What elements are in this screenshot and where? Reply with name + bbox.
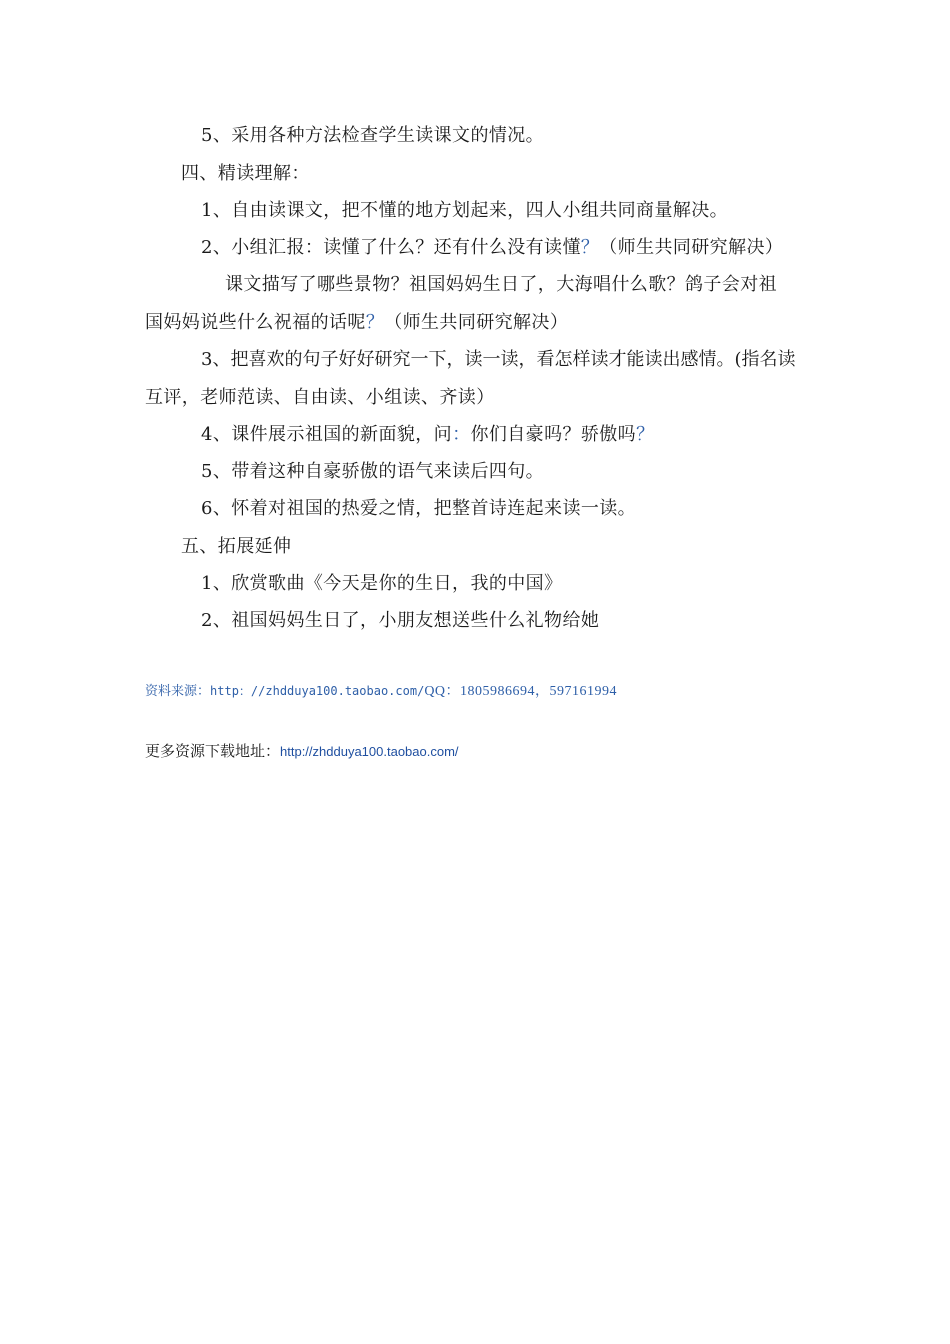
question-paragraph-line-1 [225,273,777,297]
more-resources-label: 更多资源下载地址： [145,742,281,760]
step-2-group-report [201,236,783,260]
question-mark: ？ [580,237,600,258]
question-paragraph-text-2: 国妈妈说些什么祝福的话呢 [145,312,366,333]
question-paragraph-line-2 [145,311,568,335]
step-3-continued-text: 互评，老师范读、自由读、小组读、齐读） [145,387,495,408]
step-6-read-whole-poem [201,497,636,521]
step-5-check-reading [201,124,544,148]
extension-item-2 [201,609,599,633]
step-1-text: 1、自由读课文，把不懂的地方划起来，四人小组共同商量解决。 [201,200,729,221]
step-2-text: 2、小组汇报：读懂了什么？还有什么没有读懂 [201,237,581,258]
source-link[interactable]: http：//zhdduya100.taobao.com/ [210,684,425,698]
extension-item-1 [201,572,562,596]
step-4-courseware [201,423,654,447]
extension-item-2-text: 2、祖国妈妈生日了，小朋友想送些什么礼物给她 [201,610,600,631]
step-5-read-last-four [201,460,544,484]
extension-item-1-text: 1、欣赏歌曲《今天是你的生日，我的中国》 [201,573,563,594]
source-line [145,682,617,701]
question-mark: ？ [636,424,655,445]
step-4-text: 4、课件展示祖国的新面貌，问 [201,424,453,445]
source-label: 资料来源： [145,684,211,699]
question-mark: ？ [365,312,385,333]
step-1-free-reading [201,199,728,223]
step-5-text: 5、采用各种方法检查学生读课文的情况。 [201,125,545,146]
step-2-note: （师生共同研究解决） [599,237,784,258]
qq-contact: QQ：1805986694，597161994 [424,684,618,699]
section-heading-5-text: 五、拓展延伸 [181,536,292,557]
more-resources-link[interactable]: http://zhdduya100.taobao.com/ [280,744,459,759]
step-5b-text: 5、带着这种自豪骄傲的语气来读后四句。 [201,461,545,482]
step-3-continued [145,386,495,410]
step-6-text: 6、怀着对祖国的热爱之情，把整首诗连起来读一读。 [201,498,637,519]
question-paragraph-note: （师生共同研究解决） [384,312,569,333]
more-resources-line [145,741,459,762]
step-3-study-sentences [201,348,795,372]
step-3-text: 3、把喜欢的句子好好研究一下，读一读，看怎样读才能读出感情。(指名读 [201,349,796,370]
colon-mark: ： [452,424,471,445]
section-heading-5 [181,535,291,559]
step-4-question: 你们自豪吗？骄傲吗 [470,424,637,445]
section-heading-4-text: 四、精读理解： [181,163,310,184]
question-paragraph-text-1: 课文描写了哪些景物？祖国妈妈生日了，大海唱什么歌？鸽子会对祖 [225,274,777,295]
section-heading-4 [181,162,310,186]
